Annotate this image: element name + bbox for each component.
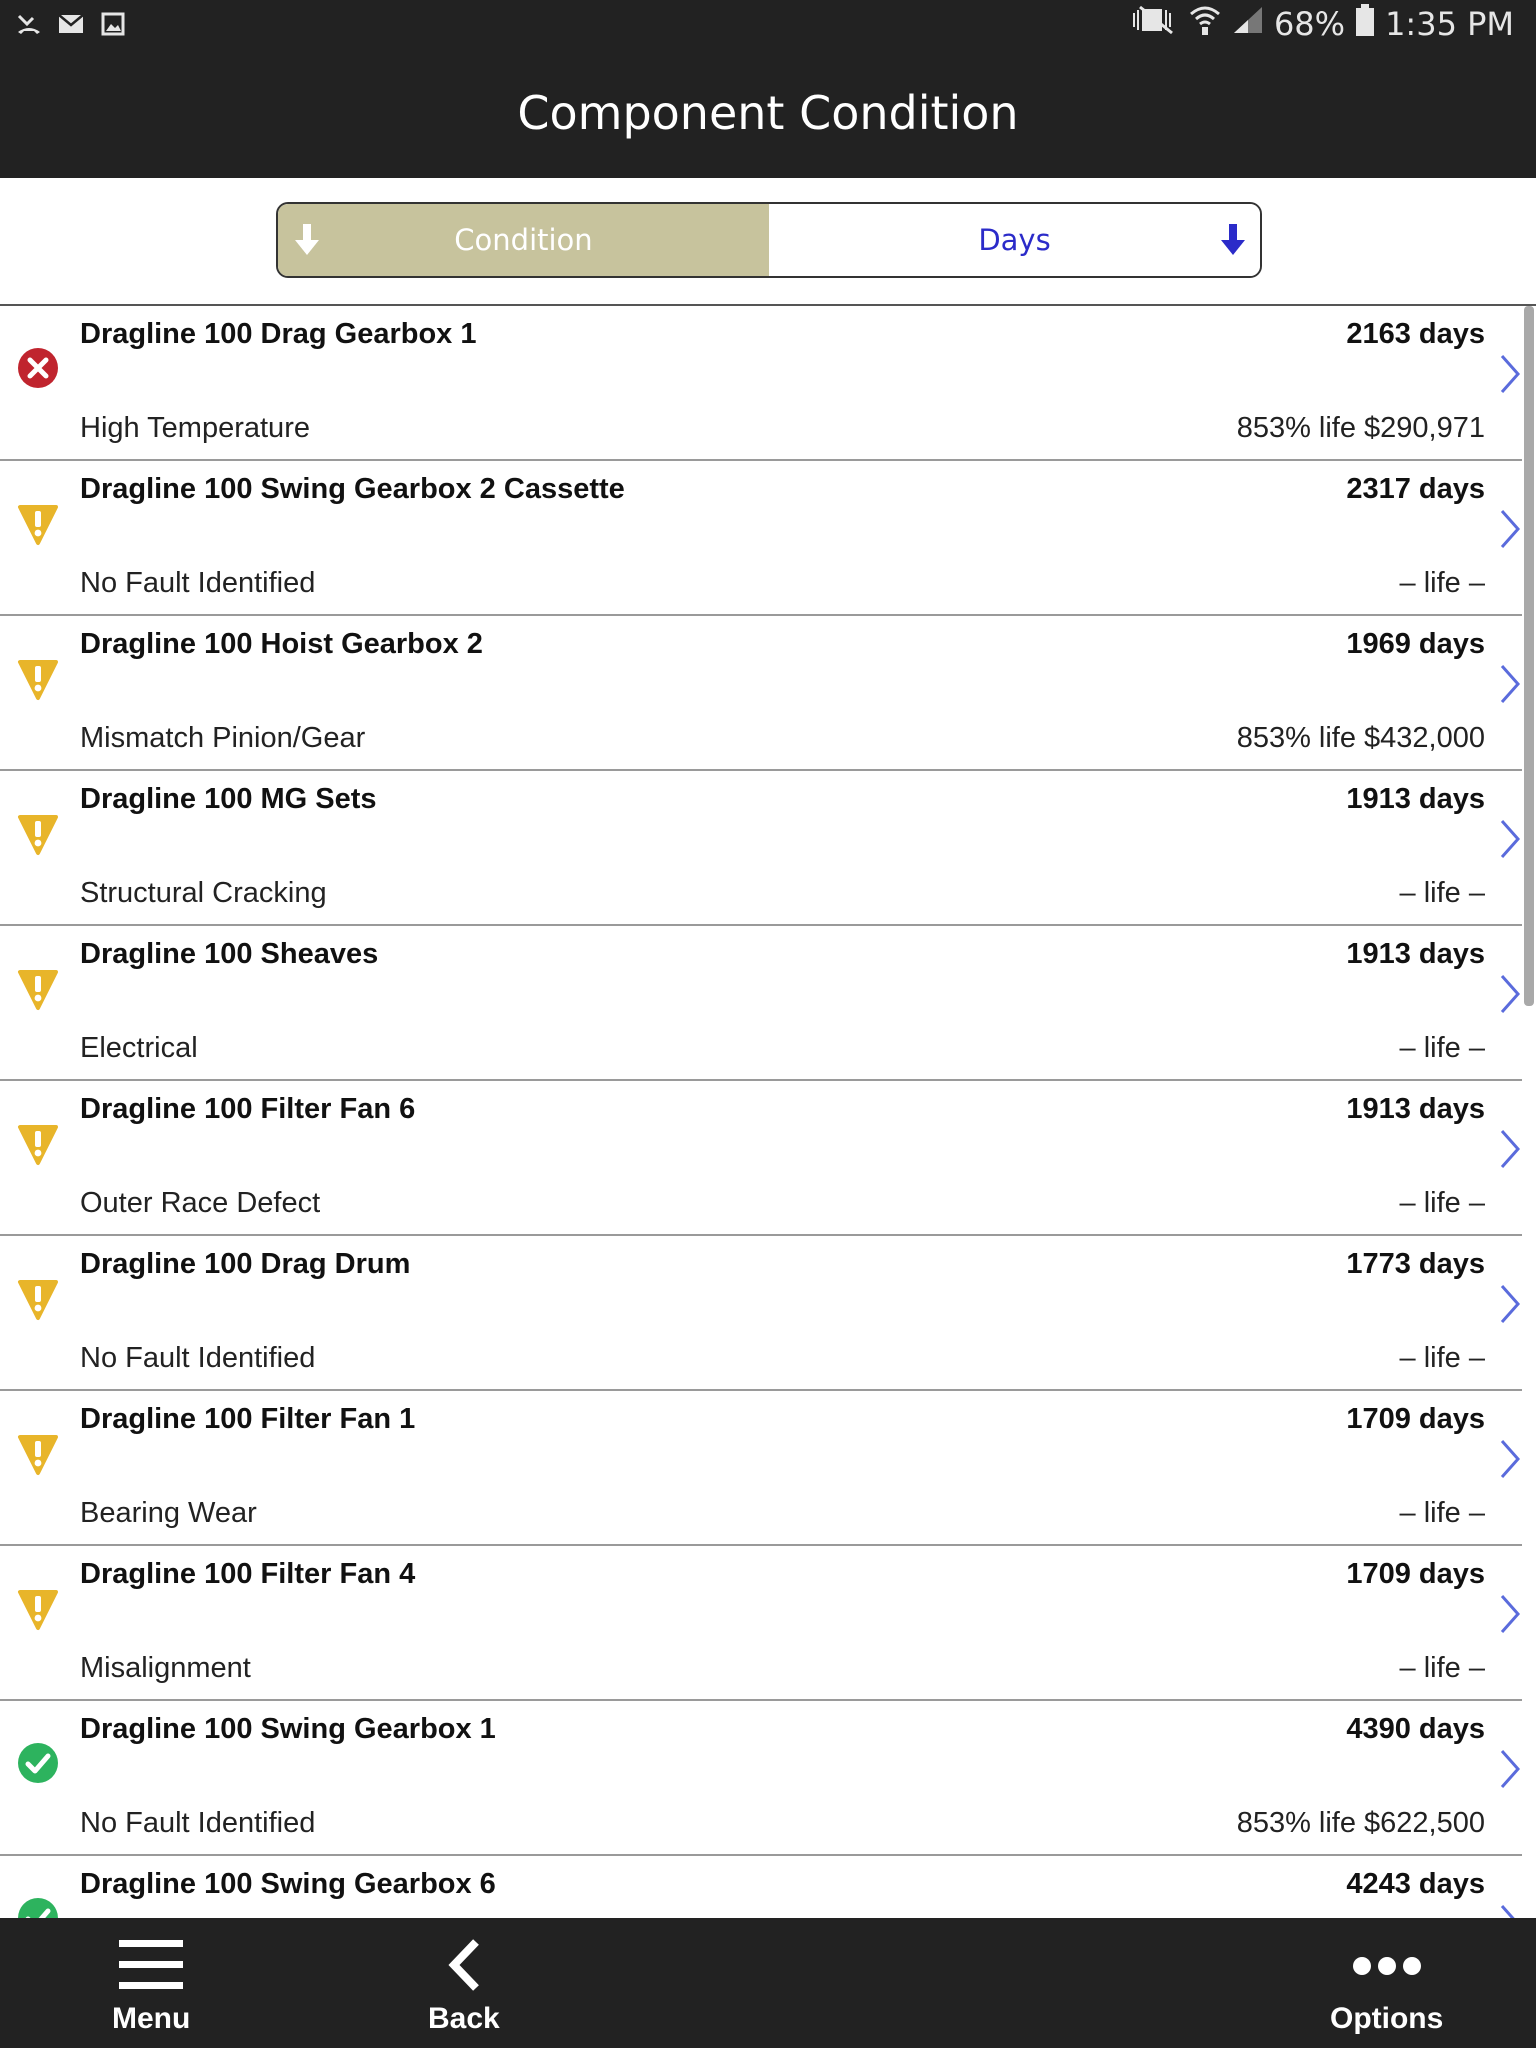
component-life: – life – (1399, 877, 1485, 909)
warning-triangle-icon (14, 499, 62, 547)
component-fault: High Temperature (80, 412, 310, 444)
chevron-right-icon (1498, 1437, 1522, 1481)
component-days: 4390 days (1346, 1713, 1485, 1745)
menu-button[interactable] (112, 1936, 190, 2036)
component-name: Dragline 100 Drag Drum (80, 1248, 411, 1280)
warning-triangle-icon (14, 654, 62, 702)
component-days: 1913 days (1346, 783, 1485, 815)
component-life: 853% life $432,000 (1236, 722, 1485, 754)
chevron-right-icon (1498, 1127, 1522, 1171)
chevron-right-icon (1498, 972, 1522, 1016)
component-name: Dragline 100 Filter Fan 1 (80, 1403, 416, 1435)
bottom-nav (0, 1918, 1536, 2048)
mute-icon (1132, 5, 1178, 43)
sort-segmented-control (276, 202, 1262, 278)
component-name: Dragline 100 Swing Gearbox 2 Cassette (80, 473, 625, 505)
ok-check-icon (14, 1739, 62, 1787)
component-name: Dragline 100 MG Sets (80, 783, 377, 815)
component-days: 1709 days (1346, 1403, 1485, 1435)
component-days: 2163 days (1346, 318, 1485, 350)
component-list[interactable] (0, 306, 1522, 1918)
component-fault: Misalignment (80, 1652, 251, 1684)
warning-triangle-icon (14, 1119, 62, 1167)
battery-icon (1355, 4, 1375, 44)
list-item[interactable] (0, 1546, 1522, 1701)
list-item[interactable] (0, 1701, 1522, 1856)
app-header (0, 48, 1536, 178)
chevron-left-icon (444, 1936, 484, 1994)
warning-triangle-icon (14, 1429, 62, 1477)
warning-triangle-icon (14, 1274, 62, 1322)
component-name: Dragline 100 Sheaves (80, 938, 379, 970)
sort-condition-label: Condition (454, 223, 593, 257)
missed-call-icon (14, 9, 44, 39)
list-item[interactable] (0, 1391, 1522, 1546)
sort-condition-button[interactable] (278, 204, 769, 276)
sort-down-arrow-icon (1218, 222, 1248, 258)
sort-bar (0, 178, 1536, 304)
scrollbar[interactable] (1524, 306, 1534, 1006)
warning-triangle-icon (14, 1584, 62, 1632)
wifi-icon (1188, 4, 1222, 44)
ok-check-icon (14, 1894, 62, 1918)
back-button[interactable] (428, 1936, 500, 2036)
component-days: 1969 days (1346, 628, 1485, 660)
component-life: – life – (1399, 1187, 1485, 1219)
component-name: Dragline 100 Swing Gearbox 1 (80, 1713, 496, 1745)
component-name: Dragline 100 Drag Gearbox 1 (80, 318, 477, 350)
chevron-right-icon (1498, 1592, 1522, 1636)
back-label: Back (428, 2002, 500, 2035)
status-bar (0, 0, 1536, 48)
battery-percent: 68% (1273, 5, 1346, 43)
component-fault: Structural Cracking (80, 877, 327, 909)
critical-x-icon (14, 344, 62, 392)
list-item[interactable] (0, 926, 1522, 1081)
signal-icon (1232, 5, 1264, 43)
component-fault: Outer Race Defect (80, 1187, 321, 1219)
component-days: 1913 days (1346, 1093, 1485, 1125)
list-item[interactable] (0, 616, 1522, 771)
component-life: – life – (1399, 1497, 1485, 1529)
more-options-icon (1352, 1936, 1422, 1994)
component-fault: No Fault Identified (80, 1807, 316, 1839)
chevron-right-icon (1498, 507, 1522, 551)
warning-triangle-icon (14, 809, 62, 857)
options-label: Options (1330, 2002, 1444, 2035)
component-life: – life – (1399, 1652, 1485, 1684)
component-days: 2317 days (1346, 473, 1485, 505)
chevron-right-icon (1498, 1902, 1522, 1918)
component-name: Dragline 100 Swing Gearbox 6 (80, 1868, 496, 1900)
component-fault: Bearing Wear (80, 1497, 257, 1529)
component-days: 4243 days (1346, 1868, 1485, 1900)
list-item[interactable] (0, 306, 1522, 461)
component-days: 1709 days (1346, 1558, 1485, 1590)
sort-days-label: Days (978, 223, 1051, 257)
component-life: 853% life $622,500 (1236, 1807, 1485, 1839)
clock: 1:35 PM (1385, 5, 1514, 43)
options-button[interactable] (1330, 1936, 1443, 2036)
list-item[interactable] (0, 1236, 1522, 1391)
component-fault: Electrical (80, 1032, 198, 1064)
component-life: 853% life $290,971 (1236, 412, 1485, 444)
list-item[interactable] (0, 1856, 1522, 1918)
page-title: Component Condition (517, 86, 1019, 140)
sort-days-button[interactable] (769, 204, 1260, 276)
list-item[interactable] (0, 1081, 1522, 1236)
component-name: Dragline 100 Hoist Gearbox 2 (80, 628, 483, 660)
image-icon (98, 9, 128, 39)
chevron-right-icon (1498, 662, 1522, 706)
component-name: Dragline 100 Filter Fan 4 (80, 1558, 416, 1590)
list-item[interactable] (0, 461, 1522, 616)
component-fault: Mismatch Pinion/Gear (80, 722, 366, 754)
component-fault: No Fault Identified (80, 1342, 316, 1374)
warning-triangle-icon (14, 964, 62, 1012)
sort-down-arrow-icon (292, 222, 322, 258)
component-life: – life – (1399, 1342, 1485, 1374)
chevron-right-icon (1498, 1747, 1522, 1791)
hamburger-menu-icon (119, 1936, 183, 1994)
component-life: – life – (1399, 567, 1485, 599)
mail-icon (56, 9, 86, 39)
component-life: – life – (1399, 1032, 1485, 1064)
component-days: 1773 days (1346, 1248, 1485, 1280)
component-name: Dragline 100 Filter Fan 6 (80, 1093, 416, 1125)
menu-label: Menu (112, 2002, 191, 2035)
component-fault: No Fault Identified (80, 567, 316, 599)
chevron-right-icon (1498, 817, 1522, 861)
chevron-right-icon (1498, 1282, 1522, 1326)
chevron-right-icon (1498, 352, 1522, 396)
component-days: 1913 days (1346, 938, 1485, 970)
list-item[interactable] (0, 771, 1522, 926)
